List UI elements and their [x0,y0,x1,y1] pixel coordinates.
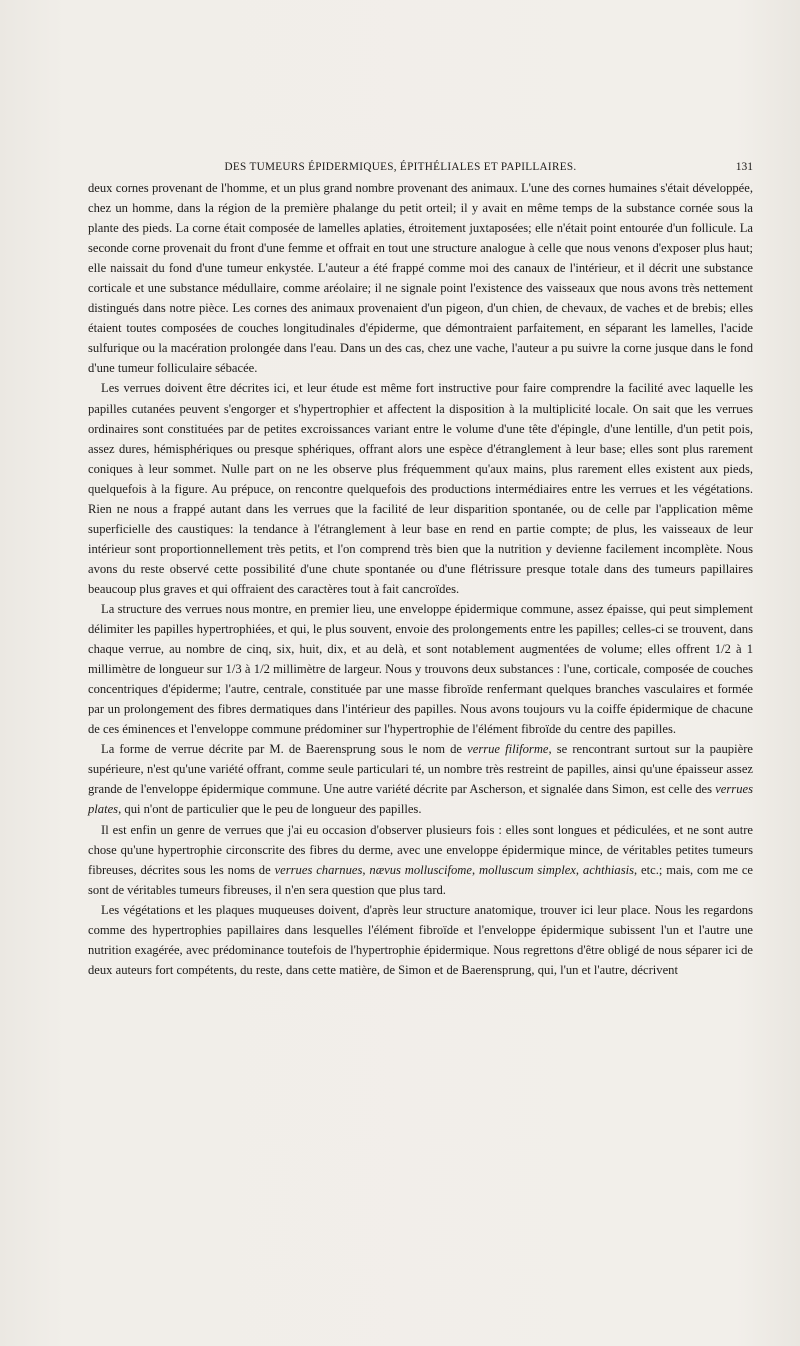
paragraph [88,820,753,900]
paragraph [88,599,753,739]
body-text [88,178,753,980]
italic-term: verrue filiforme [467,742,549,757]
italic-term: nævus molluscifome [369,862,472,877]
italic-term: achthiasis [582,862,634,877]
paragraph-text: Les verrues doivent être décrites ici, et leur étude est même fort instructive pour faire comprendre la facilité avec laquelle les papilles cutanées peuvent s'engorger et s'hypertrophier et affectent la disposition à la multiplicité locale. On sait que les verrues ordinaires sont constituées par de petites excroissances variant entre le volume d'une tête d'épingle, d'une lentille, d'un petit pois, assez dures, hémisphériques ou presque sphériques, offrant alors une espèce d'étranglement à leur base; elles sont plus rarement coniques à leur sommet. Nulle part on ne les observe plus fréquemment qu'aux mains, plus rarement elles existent aux pieds, quelquefois à la figure. Au prépuce, on rencontre quelquefois des productions intermédiaires entre les verrues et les végétations. Rien ne nous a frappé autant dans les verrues que la facilité de leur disparition spontanée, ou de celle par l'application même superficielle des caustiques: la tendance à l'étranglement à leur base en rend en partie compte; de plus, les vaisseaux de leur intérieur sont proportionnellement très petits, et l'on comprend très bien que la nutrition y devienne facilement incomplète. Nous avons du reste observé cette possibilité d'une chute spontanée ou d'une flétrissure presque totale dans des tumeurs papillaires beaucoup plus graves et qui offraient des caractères tout à fait cancroïdes. [88,381,753,596]
page-number: 131 [735,161,753,173]
paragraph-text: deux cornes provenant de l'homme, et un plus grand nombre provenant des animaux. L'une des cornes humaines s'était développée, chez un homme, dans la région de la première phalange du petit orteil; il y avait en même temps de la substance cornée sous la plante des pieds. La corne était composée de lamelles aplaties, étroitement juxtaposées; elle n'était point entourée d'un follicule. La seconde corne provenait du front d'une femme et offrait en tout une structure analogue à celle que nous venons d'exposer plus haut; elle naissait du fond d'une tumeur enkystée. L'auteur a été frappé comme moi des canaux de l'intérieur, et il décrit une substance corticale et une substance médullaire, comme aréolaire; il ne signale point l'existence des vaisseaux que nous avons très nettement distingués dans notre pièce. Les cornes des animaux provenaient d'un pigeon, d'un chien, de chevaux, de vaches et de brebis; elles étaient toutes composées de couches longitudinales d'épiderme, que démontraient parfaitement, en séparant les lamelles, l'acide sulfurique ou la macération prolongée dans l'eau. Dans un des cas, chez une vache, l'auteur a pu suivre la corne jusque dans le fond d'une tumeur folliculaire sébacée. [88,181,753,376]
paragraph [88,378,753,599]
italic-term: verrues plates [88,782,753,817]
italic-term: verrues charnues [274,862,363,877]
running-title: DES TUMEURS ÉPIDERMIQUES, ÉPITHÉLIALES ET PAPILLAIRES. [224,161,577,173]
paragraph [88,178,753,378]
running-head [88,161,753,177]
paragraph-text: , [362,862,370,877]
paragraph-text: La forme de verrue décrite par M. de Baerensprung sous le nom de [101,742,468,757]
paragraph-text: , se rencontrant surtout sur la paupière supérieure, n'est qu'une variété offrant, comme seule particulari té, un nombre très restreint de papilles, ainsi qu'une épaisseur assez grande de l'enveloppe épidermique commune. Une autre variété décrite par Ascherson, et signalée dans Simon, est celle des [88,742,753,797]
paragraph-text: , [575,862,583,877]
paragraph-text: , qui n'ont de particulier que le peu de longueur des papilles. [118,802,422,817]
italic-term: molluscum simplex [478,862,576,877]
paragraph [88,739,753,819]
paragraph-text: Il est enfin un genre de verrues que j'ai eu occasion d'observer plusieurs fois : elles sont longues et pédiculées, et ne sont autre chose qu'une hypertrophie circonscrite des fibres du derme, avec une enveloppe épidermique mince, de véritables petites tumeurs fibreuses, décrites sous les noms de [88,822,753,877]
paragraph [88,900,753,980]
paragraph-text: Les végétations et les plaques muqueuses doivent, d'après leur structure anatomique, trouver ici leur place. Nous les regardons comme des hypertrophies papillaires dans lesquelles l'élément fibroïde et l'enveloppe épidermique subissent l'un et l'autre une nutrition exagérée, avec prédominance toutefois de l'hypertrophie épidermique. Nous regrettons d'être obligé de nous séparer ici de deux auteurs fort compétents, du reste, dans cette matière, de Simon et de Baerensprung, qui, l'un et l'autre, décrivent [88,902,753,977]
paragraph-text: , etc.; mais, com me ce sont de véritables tumeurs fibreuses, il n'en sera question que plus tard. [88,862,754,897]
paragraph-text: La structure des verrues nous montre, en premier lieu, une enveloppe épidermique commune, assez épaisse, qui peut simplement délimiter les papilles hypertrophiées, et qui, le plus souvent, envoie des prolongements entre les papilles; celles-ci se trouvent, dans chaque verrue, au nombre de cinq, six, huit, dix, et au delà, et sont notablement augmentées de volume; elles offrent 1/2 à 1 millimètre de longueur sur 1/3 à 1/2 millimètre de largeur. Nous y trouvons deux substances : l'une, corticale, composée de couches concentriques d'épiderme; l'autre, centrale, constituée par une masse fibroïde renfermant quelques branches vasculaires et formée par un prolongement des fibres dermatiques dans l'intérieur des papilles. Nous avons toujours vu la coiffe épidermique de chacune de ces éminences et l'enveloppe commune prédominer sur l'hypertrophie de l'élément fibroïde du centre des papilles. [88,601,753,737]
paragraph-text: , [471,862,479,877]
